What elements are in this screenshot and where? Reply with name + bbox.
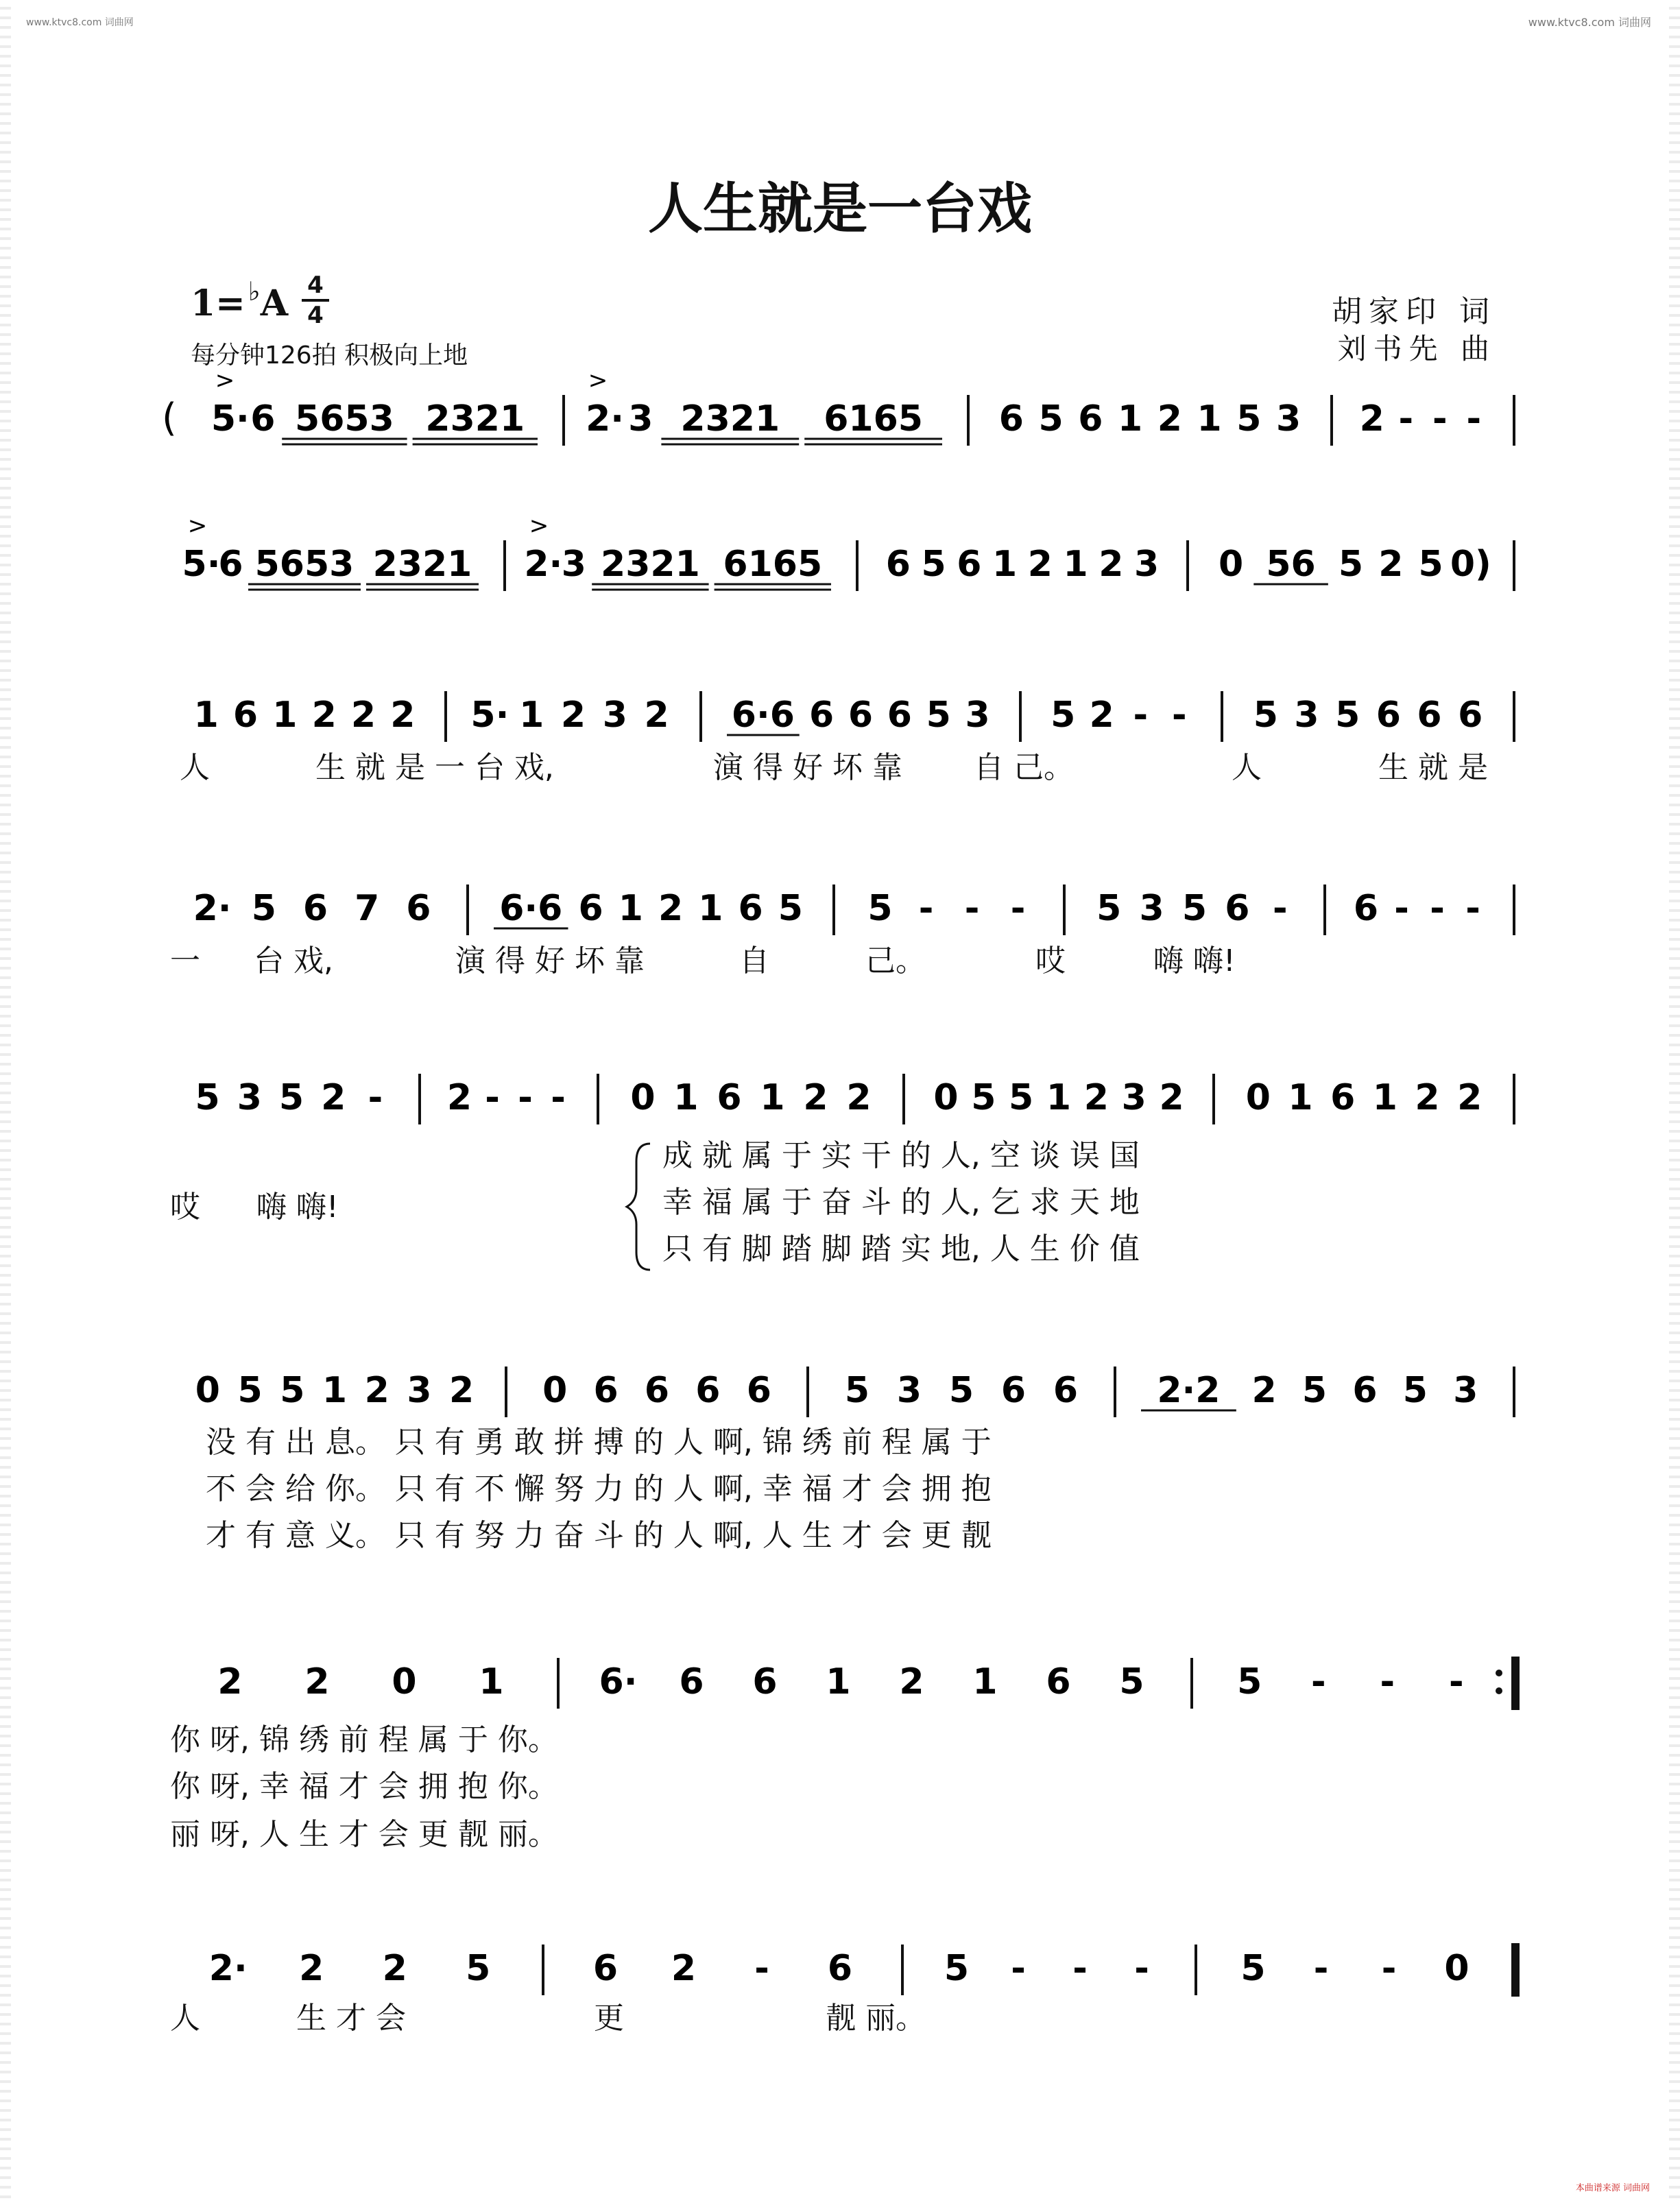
note: 1 [519, 695, 544, 736]
note: 6 [644, 1370, 670, 1411]
note: 6 [887, 695, 912, 736]
accent-mark: > [215, 367, 235, 394]
note: - [1072, 1948, 1088, 1989]
meter-bottom: 4 [307, 302, 324, 329]
note: 6 [1046, 1661, 1071, 1702]
note: 3 [1276, 398, 1301, 440]
note: 6 [1078, 398, 1103, 440]
note: 6 [746, 1370, 771, 1411]
note: 2· [208, 1948, 248, 1989]
note: 0 [1444, 1948, 1469, 1989]
verse-line: 成 就 属 于 实 干 的 人, 空 谈 误 国 [662, 1138, 1140, 1173]
repeat-thick-bar [1511, 1657, 1520, 1710]
note: 2 [1251, 1370, 1277, 1411]
note: 6 [695, 1370, 721, 1411]
note: 6 [717, 1077, 742, 1118]
note: 6 [998, 398, 1024, 440]
note: 2 [446, 1077, 472, 1118]
note: 6 [1458, 695, 1483, 736]
note: 6 [1376, 695, 1401, 736]
note: 3 [896, 1370, 922, 1411]
note: 1 [1063, 544, 1088, 585]
note: 3 [1294, 695, 1319, 736]
note: 2321 [372, 544, 472, 585]
note: 1 [1197, 398, 1222, 440]
note: 0 [542, 1370, 568, 1411]
note: 2 [899, 1661, 924, 1702]
note: 6 [809, 695, 835, 736]
note: 2 [1359, 398, 1384, 440]
note: 3 [628, 398, 653, 440]
note: 2 [1415, 1077, 1440, 1118]
note: - [1273, 888, 1288, 929]
song-title: 人生就是一台戏 [648, 177, 1032, 241]
note: 2 [658, 888, 684, 929]
note: 6 [1352, 1370, 1378, 1411]
note: 5 [1096, 888, 1122, 929]
note: 0) [1450, 544, 1491, 585]
accent-mark: > [187, 512, 208, 540]
lyric-text: 靓 丽。 [826, 2001, 926, 2036]
note: 2 [304, 1661, 330, 1702]
note: 5 [971, 1077, 996, 1118]
accent-mark: > [588, 367, 608, 394]
note: - [1134, 1948, 1149, 1989]
note: - [1010, 888, 1026, 929]
meter-top: 4 [307, 272, 324, 299]
lyricist-credit: 胡家印 词 [1332, 294, 1496, 329]
verse-line: 丽 呀, 人 生 才 会 更 靓 丽。 [170, 1817, 558, 1852]
note: 3 [237, 1077, 262, 1118]
lyric-text: 台 戏, [254, 943, 333, 978]
note: 5· [211, 398, 250, 440]
note: 2·2 [1157, 1370, 1221, 1411]
note: 6 [885, 544, 911, 585]
note: 2 [217, 1661, 243, 1702]
note: 1 [826, 1661, 851, 1702]
note: 2 [1457, 1077, 1483, 1118]
note: 5 [1181, 888, 1208, 929]
note: 5 [1119, 1661, 1144, 1702]
note: 6 [679, 1661, 704, 1702]
note: 1 [673, 1077, 699, 1118]
note: 2 [1099, 544, 1124, 585]
note: 0 [1219, 544, 1244, 585]
note: 0 [1245, 1077, 1271, 1118]
note: 1 [992, 544, 1018, 585]
note: 5 [944, 1948, 970, 1989]
note: 3 [407, 1370, 432, 1411]
note: - [964, 888, 980, 929]
note: 1 [1372, 1077, 1397, 1118]
note: 2 [299, 1948, 324, 1989]
note: 1 [760, 1077, 785, 1118]
lyric-text: 人 [1232, 750, 1262, 785]
note: 5 [948, 1370, 974, 1411]
note: 6 [302, 888, 328, 929]
note: 6 [218, 544, 243, 585]
note: 2 [1089, 695, 1114, 736]
note: 2 [364, 1370, 389, 1411]
lyric-text: 一 [170, 943, 200, 978]
note: 3 [561, 544, 586, 585]
note: 6 [1000, 1370, 1027, 1411]
note: 7 [355, 888, 380, 929]
verse-line: 不 会 给 你。 只 有 不 懈 努 力 的 人 啊, 幸 福 才 会 拥 抱 [206, 1471, 992, 1506]
note: 3 [1453, 1370, 1478, 1411]
note: 5 [926, 695, 951, 736]
note: 5 [1253, 695, 1278, 736]
note: 5 [251, 888, 276, 929]
note: 2 [1083, 1077, 1109, 1118]
note: 2· [586, 398, 625, 440]
note: 1 [272, 695, 298, 736]
note: - [1466, 398, 1482, 440]
note: 5 [921, 544, 946, 585]
note: 0 [630, 1077, 656, 1118]
note: 2 [644, 695, 669, 736]
note: 56 [1266, 544, 1316, 585]
lyric-text: 己。 [865, 943, 926, 978]
note: 2 [1157, 398, 1182, 440]
note: 5653 [254, 544, 355, 585]
note: 2 [1027, 544, 1053, 585]
note: - [1398, 398, 1414, 440]
note: 6 [1417, 695, 1442, 736]
note: 2 [803, 1077, 828, 1118]
note: - [1380, 1661, 1395, 1702]
note: 2321 [601, 544, 700, 585]
note: - [518, 1077, 533, 1118]
note: 5 [1240, 1948, 1266, 1989]
note: 5 [778, 888, 803, 929]
note: 2· [524, 544, 563, 585]
flat-sign: ♭ [248, 276, 261, 306]
note: 1 [1046, 1077, 1072, 1118]
accent-mark: > [529, 512, 549, 540]
note: 5 [1338, 544, 1364, 585]
note: - [1011, 1948, 1026, 1989]
lyric-text: 哎 [1035, 943, 1066, 978]
note: 6·6 [499, 888, 563, 929]
lyric-text: 哎 [170, 1190, 200, 1225]
note: 5 [237, 1370, 263, 1411]
note: 5· [470, 695, 509, 736]
note: - [1394, 888, 1409, 929]
note: 6· [599, 1661, 638, 1702]
note: 5 [1237, 1661, 1262, 1702]
note: 0 [195, 1370, 220, 1411]
note: 5 [1009, 1077, 1034, 1118]
note: 5653 [295, 398, 394, 440]
note: - [1465, 888, 1480, 929]
note: 5 [278, 1077, 304, 1118]
note: - [754, 1948, 769, 1989]
note: 5 [1051, 695, 1076, 736]
note: 1 [193, 695, 219, 736]
verse-brace [627, 1144, 650, 1270]
note: 5 [1038, 398, 1064, 440]
note: 5 [867, 888, 893, 929]
note: - [1381, 1948, 1397, 1989]
note: 5 [1402, 1370, 1428, 1411]
lyric-text: 生 才 会 [296, 2001, 406, 2036]
lyric-text: 自 [739, 943, 769, 978]
lyric-text: 嗨 嗨! [256, 1190, 339, 1225]
note: 5 [466, 1948, 491, 1989]
note: 5 [1236, 398, 1262, 440]
watermark-top-left: www.ktvc8.com 词曲网 [26, 17, 134, 28]
lyric-text: 演 得 好 坏 靠 [713, 750, 902, 785]
note: - [1133, 695, 1149, 736]
note: 6165 [824, 398, 923, 440]
lyric-text: 嗨 嗨! [1153, 943, 1236, 978]
open-parenthesis: ( [162, 396, 177, 440]
note: - [1430, 888, 1445, 929]
note: 2 [560, 695, 586, 736]
note: 1 [322, 1370, 348, 1411]
verse-line: 你 呀, 幸 福 才 会 拥 抱 你。 [170, 1769, 558, 1804]
note: 5 [1418, 544, 1443, 585]
note: - [1171, 695, 1187, 736]
note: 6 [592, 1948, 619, 1989]
note: 2 [350, 695, 376, 736]
note: 2· [193, 888, 232, 929]
verse-line: 只 有 脚 踏 脚 踏 实 地, 人 生 价 值 [662, 1231, 1140, 1266]
repeat-dot [1496, 1670, 1502, 1676]
lyric-text: 演 得 好 坏 靠 [455, 943, 645, 978]
note: 2 [1159, 1077, 1184, 1118]
tempo-marking: 每分钟126拍 积极向上地 [191, 341, 468, 370]
note: - [1310, 1661, 1326, 1702]
note: 6 [1053, 1370, 1079, 1411]
note: 5· [182, 544, 221, 585]
note: 2 [311, 695, 337, 736]
watermark-bottom-right: 本曲谱来源 词曲网 [1575, 2183, 1650, 2193]
note: 6 [1225, 888, 1250, 929]
verse-line: 幸 福 属 于 奋 斗 的 人, 乞 求 天 地 [662, 1185, 1140, 1220]
composer-credit: 刘书先 曲 [1337, 332, 1496, 365]
note: 1 [1288, 1077, 1313, 1118]
note: - [1432, 398, 1448, 440]
note: 2 [671, 1948, 697, 1989]
note: - [1448, 1661, 1464, 1702]
note: - [918, 888, 934, 929]
note: 1 [972, 1661, 998, 1702]
verse-line: 才 有 意 义。 只 有 努 力 奋 斗 的 人 啊, 人 生 才 会 更 靓 [206, 1518, 992, 1553]
repeat-dot [1496, 1687, 1502, 1694]
note: 1 [479, 1661, 504, 1702]
note: 6 [593, 1370, 619, 1411]
note: 6·6 [731, 695, 795, 736]
note: 1 [618, 888, 643, 929]
note: 5 [280, 1370, 305, 1411]
note: 6 [752, 1661, 778, 1702]
note: 3 [602, 695, 627, 736]
key-note: A [260, 282, 289, 324]
watermark-top-right: www.ktvc8.com 词曲网 [1528, 16, 1651, 29]
note: 2321 [425, 398, 525, 440]
note: 0 [933, 1077, 959, 1118]
note: 6165 [723, 544, 823, 585]
note: 5 [1335, 695, 1360, 736]
note: - [485, 1077, 500, 1118]
note: 1 [1118, 398, 1143, 440]
verse-line: 你 呀, 锦 绣 前 程 属 于 你。 [170, 1722, 558, 1757]
key-prefix: 1= [191, 282, 245, 324]
note: 2 [321, 1077, 346, 1118]
lyric-text: 自 己。 [974, 750, 1074, 785]
note: 3 [1134, 544, 1160, 585]
note: 5 [1301, 1370, 1328, 1411]
note: - [368, 1077, 383, 1118]
lyric-text: 更 [594, 2001, 624, 2036]
note: 6 [1330, 1077, 1356, 1118]
note: 6 [406, 888, 431, 929]
note: 6 [738, 888, 763, 929]
note: 3 [1139, 888, 1164, 929]
note: 6 [848, 695, 874, 736]
note: 5 [195, 1077, 220, 1118]
note: 3 [1121, 1077, 1147, 1118]
note: 5 [844, 1370, 870, 1411]
note: 6 [250, 398, 276, 440]
lyric-text: 人 [180, 750, 210, 785]
note: 2 [449, 1370, 475, 1411]
lyric-text: 人 [170, 2001, 200, 2036]
note: 6 [232, 695, 259, 736]
note: 6 [1353, 888, 1379, 929]
lyric-text: 生 就 是 [1378, 750, 1488, 785]
note: 0 [392, 1661, 417, 1702]
note: 2 [846, 1077, 872, 1118]
note: 2 [1378, 544, 1404, 585]
note: - [1313, 1948, 1329, 1989]
note: 1 [698, 888, 723, 929]
note: - [551, 1077, 566, 1118]
final-thick-bar [1511, 1943, 1520, 1997]
note: 3 [965, 695, 990, 736]
note: 2321 [680, 398, 780, 440]
note: 2 [390, 695, 416, 736]
note: 6 [957, 544, 982, 585]
lyric-text: 生 就 是 一 台 戏, [315, 750, 554, 785]
verse-line: 没 有 出 息。 只 有 勇 敢 拼 搏 的 人 啊, 锦 绣 前 程 属 于 [206, 1425, 992, 1460]
note: 2 [382, 1948, 407, 1989]
note: 6 [827, 1948, 853, 1989]
note: 6 [578, 888, 603, 929]
